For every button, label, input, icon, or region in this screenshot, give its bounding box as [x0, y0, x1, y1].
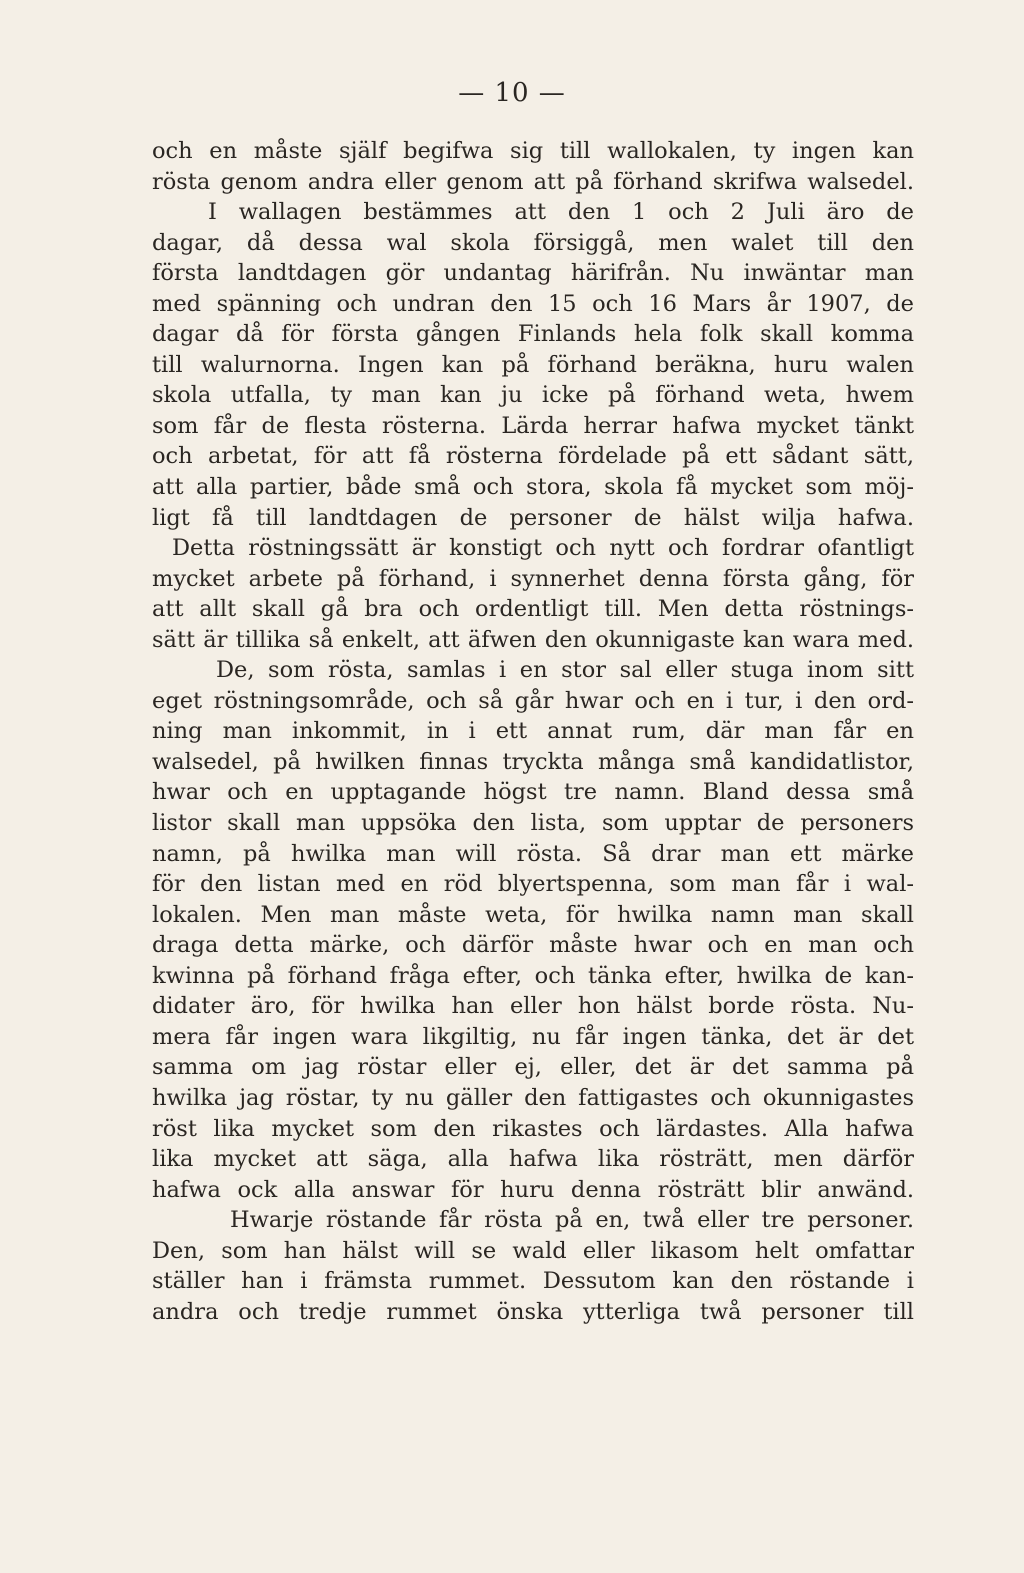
text-line: I wallagen bestämmes att den 1 och 2 Juli äro de: [208, 199, 914, 226]
text-line: kwinna på förhand fråga efter, och tänka efter, hwilka de kan-: [152, 962, 914, 989]
page-number: — 10 —: [458, 78, 566, 108]
text-line: röst lika mycket som den rikastes och lärdastes. Alla hafwa: [152, 1115, 914, 1142]
text-line: dagar, då dessa wal skola försiggå, men walet till den: [152, 229, 914, 256]
text-line: eget röstningsområde, och så går hwar och en i tur, i den ord-: [152, 687, 914, 714]
text-line: walsedel, på hwilken finnas tryckta många små kandidatlistor,: [152, 748, 914, 775]
text-line: sätt är tillika så enkelt, att äfwen den okunnigaste kan wara med.: [152, 626, 914, 653]
text-line: mycket arbete på förhand, i synnerhet denna första gång, för: [152, 565, 914, 592]
text-line: att allt skall gå bra och ordentligt till. Men detta röstnings-: [152, 596, 914, 623]
text-line: ning man inkommit, in i ett annat rum, där man får en: [152, 718, 914, 745]
text-line: rösta genom andra eller genom att på förhand skrifwa walsedel.: [152, 168, 914, 195]
text-line: ställer han i främsta rummet. Dessutom kan den röstande i: [152, 1268, 914, 1295]
text-line: hafwa ock alla answar för huru denna rösträtt blir anwänd.: [152, 1176, 914, 1203]
text-line: och en måste själf begifwa sig till wallokalen, ty ingen kan: [152, 138, 914, 164]
text-line: med spänning och undran den 15 och 16 Mars år 1907, de: [152, 290, 914, 317]
body-text: [152, 136, 914, 1327]
text-line: Detta röstningssätt är konstigt och nytt och fordrar ofantligt: [172, 535, 914, 562]
text-line: lokalen. Men man måste weta, för hwilka namn man skall: [152, 901, 914, 928]
text-line: hwar och en upptagande högst tre namn. Bland dessa små: [152, 779, 914, 806]
text-line: samma om jag röstar eller ej, eller, det är det samma på: [152, 1054, 914, 1081]
text-line: listor skall man uppsöka den lista, som upptar de personers: [152, 810, 914, 837]
text-line: hwilka jag röstar, ty nu gäller den fattigastes och okunnigastes: [152, 1084, 914, 1111]
text-line: första landtdagen gör undantag härifrån. Nu inwäntar man: [152, 260, 914, 287]
text-line: andra och tredje rummet önska ytterliga twå personer till: [152, 1298, 914, 1325]
text-line: Hwarje röstande får rösta på en, twå eller tre personer.: [230, 1207, 914, 1234]
text-line: Den, som han hälst will se wald eller likasom helt omfattar: [152, 1237, 914, 1264]
text-line: De, som rösta, samlas i en stor sal eller stuga inom sitt: [216, 657, 914, 684]
text-line: dagar då för första gången Finlands hela folk skall komma: [152, 321, 914, 348]
text-line: namn, på hwilka man will rösta. Så drar man ett märke: [152, 840, 914, 867]
text-line: och arbetat, för att få rösterna fördelade på ett sådant sätt,: [152, 443, 914, 470]
text-line: för den listan med en röd blyertspenna, som man får i wal-: [152, 871, 914, 898]
text-line: didater äro, för hwilka han eller hon hälst borde rösta. Nu-: [152, 993, 914, 1020]
text-line: lika mycket att säga, alla hafwa lika rösträtt, men därför: [152, 1146, 914, 1173]
text-line: till walurnorna. Ingen kan på förhand beräkna, huru walen: [152, 351, 914, 378]
text-line: att alla partier, både små och stora, skola få mycket som möj-: [152, 474, 914, 501]
text-line: mera får ingen wara likgiltig, nu får ingen tänka, det är det: [152, 1023, 914, 1050]
text-line: skola utfalla, ty man kan ju icke på förhand weta, hwem: [152, 382, 914, 409]
text-line: draga detta märke, och därför måste hwar och en man och: [152, 932, 914, 959]
text-line: som får de flesta rösterna. Lärda herrar hafwa mycket tänkt: [152, 412, 914, 439]
text-line: ligt få till landtdagen de personer de hälst wilja hafwa.: [152, 504, 914, 531]
